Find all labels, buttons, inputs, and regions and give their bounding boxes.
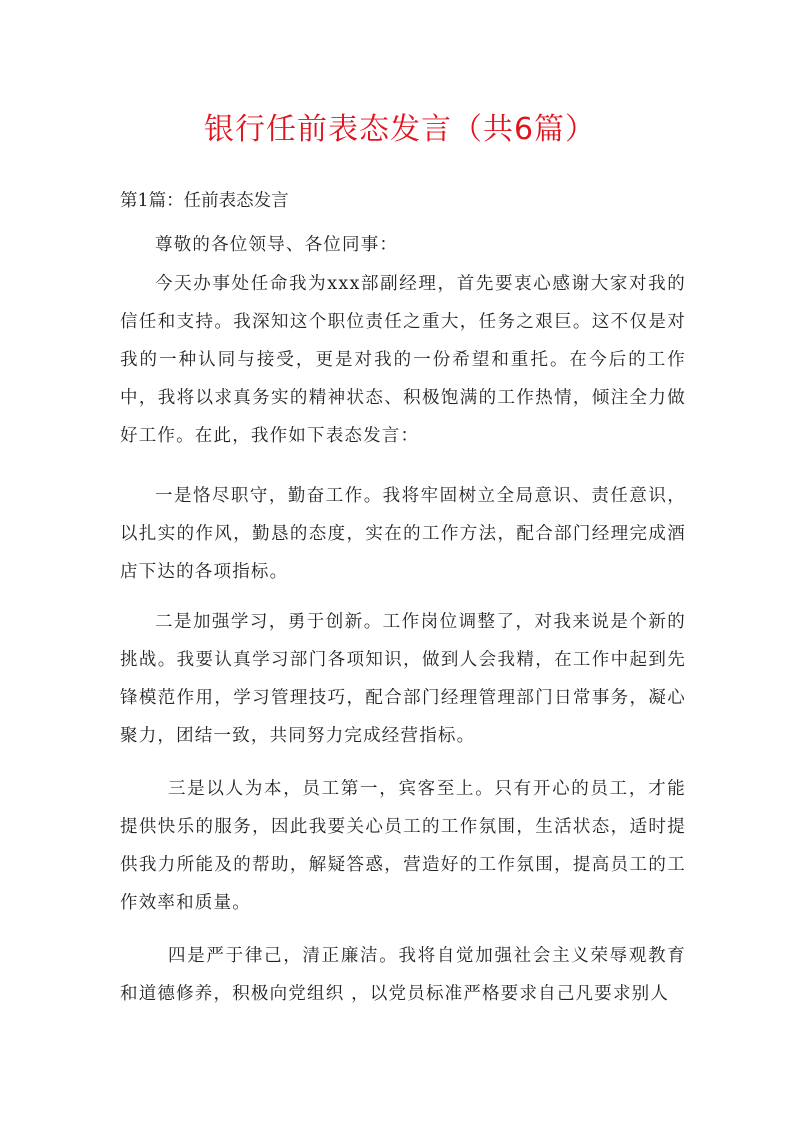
intro-paragraph: 今天办事处任命我为xxx部副经理，首先要衷心感谢大家对我的信任和支持。我深知这个职位责任之重大，任务之艰巨。这不仅是对我的一种认同与接受，更是对我的一份希望和重托。在今后的工作中，我将以求真务实的精神状态、积极饱满的工作热情，倾注全力做好工作。在此，我作如下表态发言： [120,274,686,446]
point-one-paragraph: 一是恪尽职守，勤奋工作。我将牢固树立全局意识、责任意识，以扎实的作风，勤恳的态度，实在的工作方法，配合部门经理完成酒店下达的各项指标。 [120,486,686,582]
point-three-paragraph: 三是以人为本，员工第一，宾客至上。只有开心的员工，才能提供快乐的服务，因此我要关心员工的工作氛围，生活状态，适时提供我力所能及的帮助，解疑答惑，营造好的工作氛围，提高员工的工作效率和质量。 [120,779,686,913]
point-four-paragraph: 四是严于律己，清正廉洁。我将自觉加强社会主义荣辱观教育和道德修养，积极向党组织 ，以党员标准严格要求自己凡要求别人 [120,946,686,1004]
document-title: 银行任前表态发言（共6篇） [203,112,597,147]
salutation-paragraph: 尊敬的各位领导、各位同事： [155,235,399,255]
point-two-paragraph: 二是加强学习，勇于创新。工作岗位调整了，对我来说是个新的挑战。我要认真学习部门各项知识，做到人会我精，在工作中起到先锋模范作用，学习管理技巧，配合部门经理管理部门日常事务，凝心聚力，团结一致，共同努力完成经营指标。 [120,612,686,746]
section-heading: 第1篇：任前表态发言 [120,191,289,211]
